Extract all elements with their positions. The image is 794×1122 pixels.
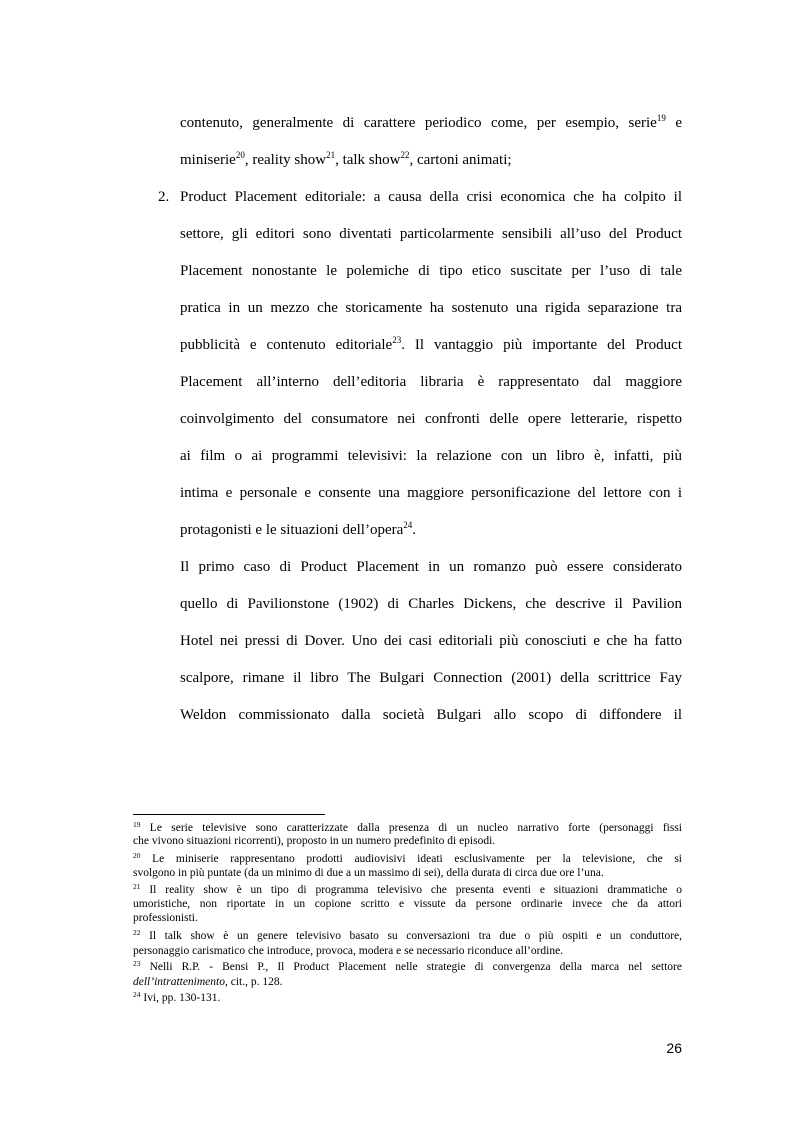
footnote-20: $^{20}$ Le miniserie rappresentano prodotti audiovisivi ideati esclusivamente per la televisione, che si [133, 851, 682, 865]
footnote-21: $^{21}$ Il reality show è un tipo di programma televisivo che presenta eventi e situazioni drammatiche o [133, 882, 682, 896]
footnote-ref: 21 [326, 150, 336, 160]
body-line: intima e personale e consente una maggiore personificazione del lettore con i [180, 485, 682, 501]
footnote-ref: 22 [400, 150, 410, 160]
body-line: Placement nonostante le polemiche di tipo etico suscitate per l’uso di tale [180, 263, 682, 279]
footnote-20-cont: svolgono in più puntate (da un minimo di due a un massimo di sei), della durata di circa due ore l’una. [133, 867, 604, 879]
footnote-24: $^{24}$ Ivi, pp. 130-131. [133, 990, 221, 1004]
body-line: miniserie$^{20}$, reality show$^{21}$, talk show$^{22}$, cartoni animati; [180, 150, 512, 168]
footnote-22: $^{22}$ Il talk show è un genere televisivo basato su conversazioni tra due o più ospiti e un conduttore, [133, 928, 682, 942]
body-line: pratica in un mezzo che storicamente ha sostenuto una rigida separazione tra [180, 300, 682, 316]
page-number: 26 [666, 1040, 682, 1056]
footnote-ref: 23 [392, 335, 402, 345]
body-line: quello di Pavilionstone (1902) di Charles Dickens, che descrive il Pavilion [180, 596, 682, 612]
body-line: ai film o ai programmi televisivi: la relazione con un libro è, infatti, più [180, 448, 682, 464]
body-line: Il primo caso di Product Placement in un romanzo può essere considerato [180, 559, 682, 575]
body-line: pubblicità e contenuto editoriale$^{23}$. Il vantaggio più importante del Product [180, 335, 682, 353]
body-line: settore, gli editori sono diventati particolarmente sensibili all’uso del Product [180, 226, 682, 242]
footnote-23: $^{23}$ Nelli R.P. - Bensi P., Il Product Placement nelle strategie di convergenza della marca nel settore [133, 959, 682, 973]
body-line: coinvolgimento del consumatore nei confronti delle opere letterarie, rispetto [180, 411, 682, 427]
body-line: scalpore, rimane il libro The Bulgari Connection (2001) della scrittrice Fay [180, 670, 682, 686]
footnote-23-cont: dell’intrattenimento, cit., p. 128. [133, 976, 283, 988]
footnote-19: $^{19}$ Le serie televisive sono caratterizzate dalla presenza di un nucleo narrativo forte (personaggi fissi [133, 820, 682, 834]
body-line: Placement all’interno dell’editoria libraria è rappresentato dal maggiore [180, 374, 682, 390]
footnote-ref: 20 [235, 150, 245, 160]
list-item-number: 2. [158, 189, 170, 205]
body-line: Product Placement editoriale: a causa della crisi economica che ha colpito il [180, 189, 682, 205]
footnote-ref: 24 [403, 520, 413, 530]
footnote-19-cont: che vivono situazioni ricorrenti), proposto in un numero predefinito di episodi. [133, 835, 496, 847]
footnote-21-cont: umoristiche, non riportate in un copione scritto e vissute da persone ordinarie invece che da attori [133, 898, 682, 910]
body-line: Hotel nei pressi di Dover. Uno dei casi editoriali più conosciuti e che ha fatto [180, 633, 682, 649]
footnote-separator [133, 814, 325, 815]
footnote-22-cont: personaggio carismatico che introduce, provoca, modera e se necessario riconduce all’ordine. [133, 945, 564, 957]
footnote-21-cont: professionisti. [133, 912, 198, 924]
body-line: contenuto, generalmente di carattere periodico come, per esempio, serie$^{19}$ e [180, 113, 682, 131]
body-line: Weldon commissionato dalla società Bulgari allo scopo di diffondere il [180, 707, 682, 723]
body-line: protagonisti e le situazioni dell’opera$^{24}$. [180, 520, 417, 538]
footnote-ref: 19 [656, 113, 666, 123]
